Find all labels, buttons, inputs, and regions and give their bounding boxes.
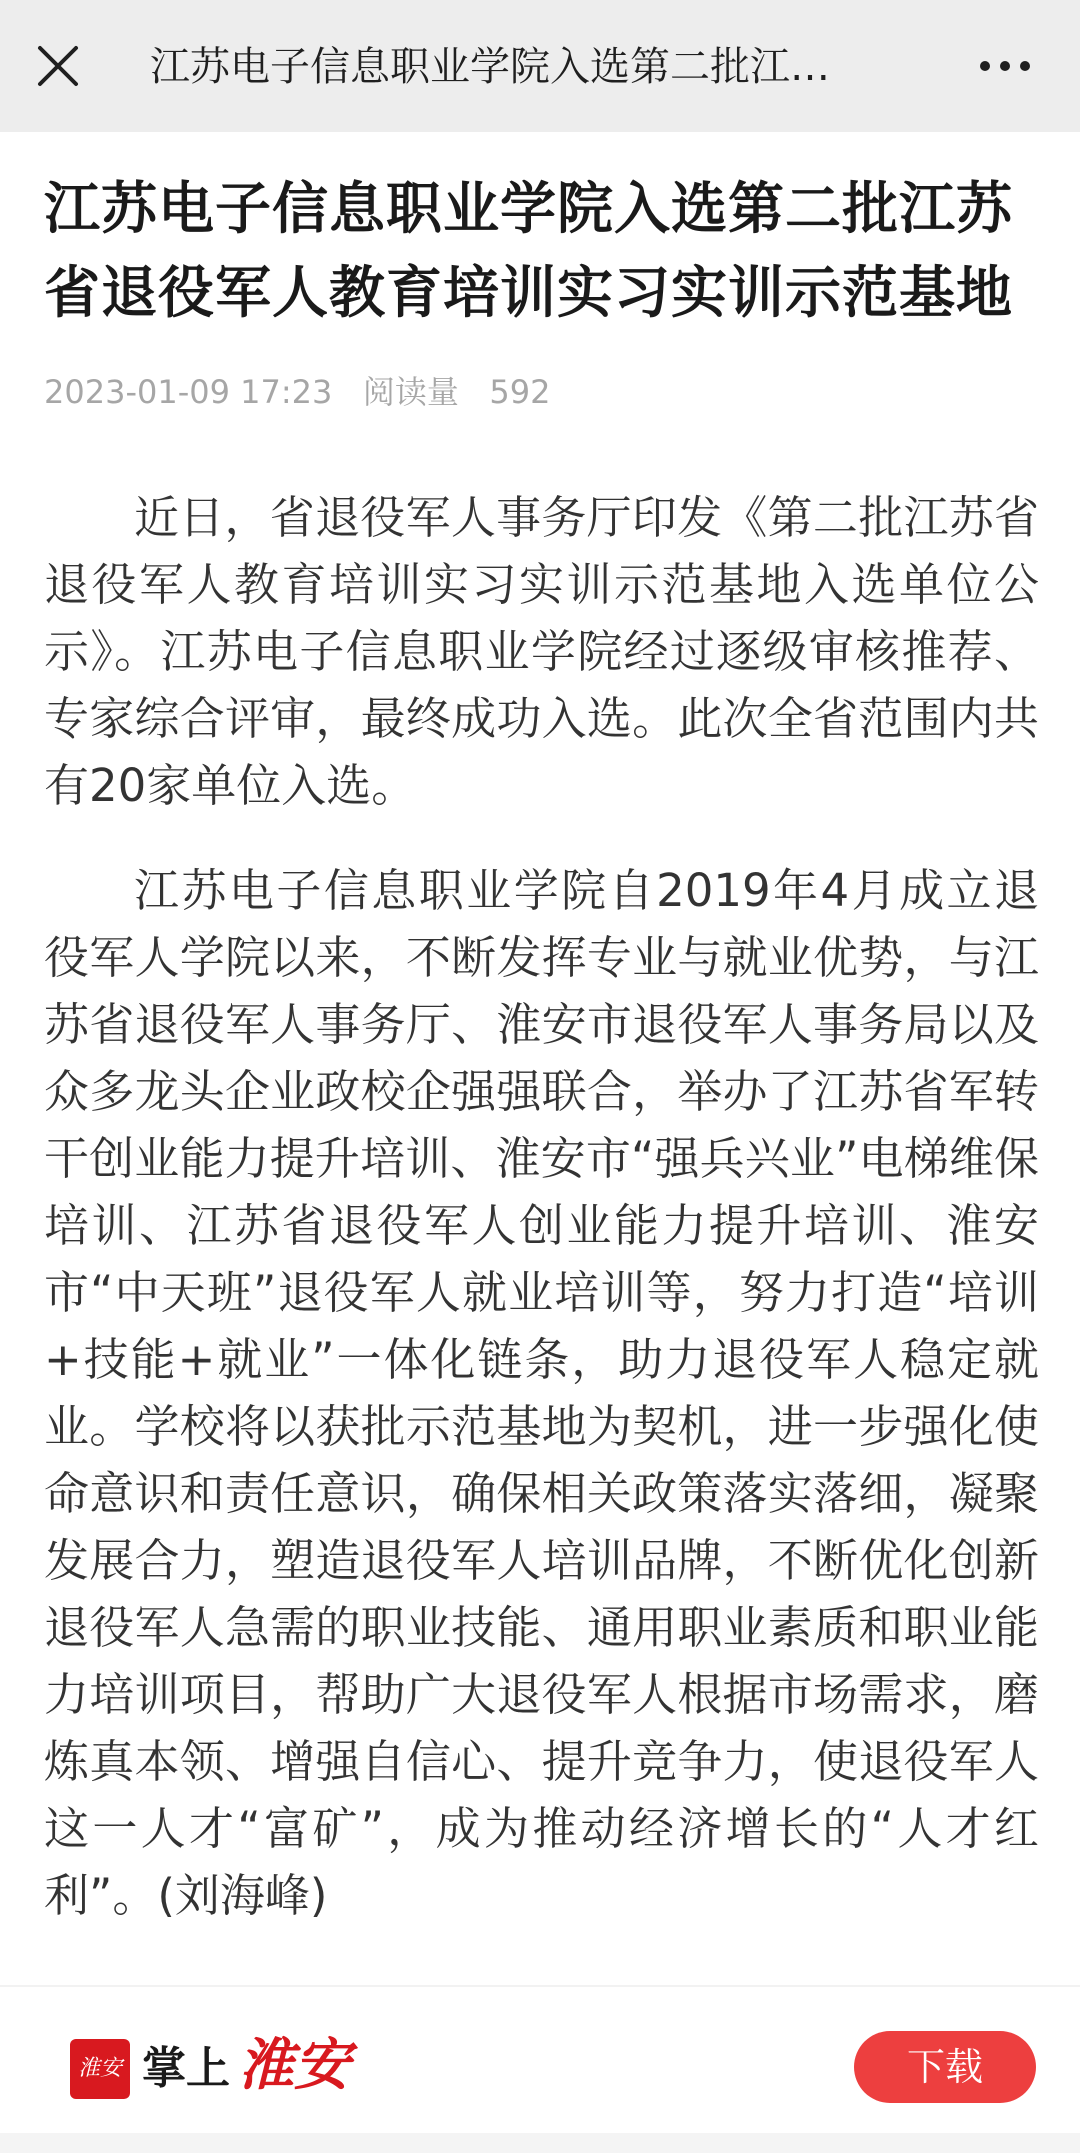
top-navigation-bar <box>0 0 1080 132</box>
read-count-label: 阅读量 <box>362 373 459 411</box>
app-logo-script: 淮安 <box>238 2032 350 2098</box>
app-logo-seal-icon: 淮安 <box>70 2039 130 2099</box>
read-count: 592 <box>489 373 551 411</box>
article-title: 江苏电子信息职业学院入选第二批江苏省退役军人教育培训实习实训示范基地 <box>44 177 1013 326</box>
more-horizontal-icon[interactable] <box>975 36 1035 96</box>
article-paragraph: 江苏电子信息职业学院自2019年4月成立退役军人学院以来，不断发挥专业与就业优势，与江苏省退役军人事务厅、淮安市退役军人事务局以及众多龙头企业政校企强强联合，举办了江苏省军转干创业能力提升培训、淮安市“强兵兴业”电梯维保培训、江苏省退役军人创业能力提升培训、淮安市“中天班”退役军人就业培训等，努力打造“培训+技能+就业”一体化链条，助力退役军人稳定就业。学校将以获批示范基地为契机，进一步强化使命意识和责任意识，确保相关政策落实落细，凝聚发展合力，塑造退役军人培训品牌，不断优化创新退役军人急需的职业技能、通用职业素质和职业能力培训项目，帮助广大退役军人根据市场需求，磨炼真本领、增强自信心、提升竞争力，使退役军人这一人才“富矿”，成为推动经济增长的“人才红利”。(刘海峰) <box>44 864 1039 1922</box>
close-icon[interactable] <box>28 36 88 96</box>
page-title: 江苏电子信息职业学院入选第二批江… <box>150 44 830 90</box>
bottom-strip <box>0 2133 1080 2153</box>
app-download-banner <box>0 1987 1080 2133</box>
article-body <box>44 484 1039 1967</box>
article-paragraph: 近日，省退役军人事务厅印发《第二批江苏省退役军人教育培训实习实训示范基地入选单位公示》。江苏电子信息职业学院经过逐级审核推荐、专家综合评审，最终成功入选。此次全省范围内共有20家单位入选。 <box>44 491 1039 812</box>
article-meta <box>44 368 550 416</box>
app-logo-text: 掌上 <box>142 2043 230 2094</box>
publish-date: 2023-01-09 17:23 <box>44 373 333 411</box>
download-button[interactable]: 下载 <box>854 2031 1036 2103</box>
